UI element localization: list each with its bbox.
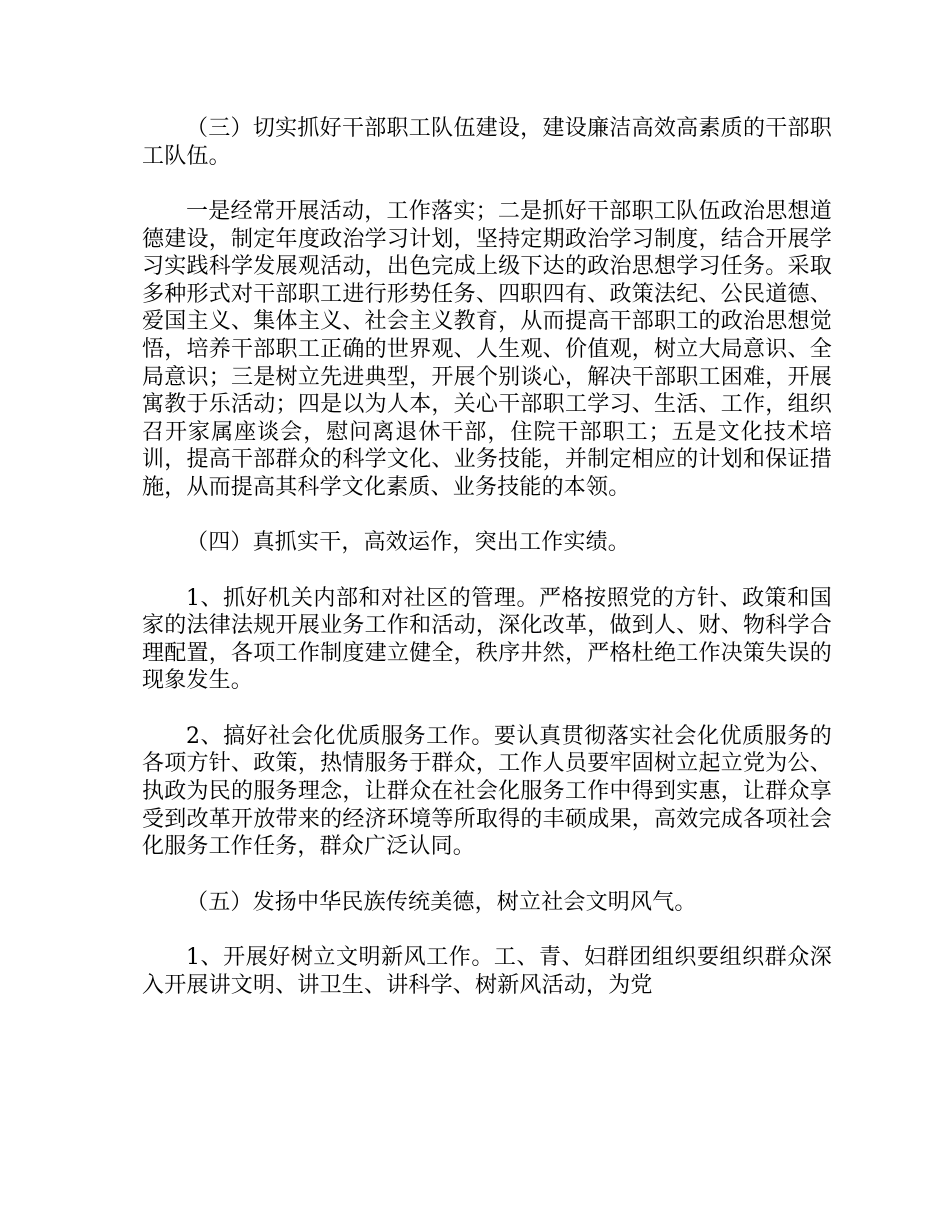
paragraph-management: 1、抓好机关内部和对社区的管理。严格按照党的方针、政策和国家的法律法规开展业务工作和活动，深化改革，做到人、财、物科学合理配置，各项工作制度建立健全，秩序井然，严格杜绝工作决策失误的现象发生。 bbox=[142, 585, 832, 694]
paragraph-social-service: 2、搞好社会化优质服务工作。要认真贯彻落实社会化优质服务的各项方针、政策，热情服务于群众，工作人员要牢固树立起立党为公、执政为民的服务理念，让群众在社会化服务工作中得到实惠，让群众享受到改革开放带来的经济环境等所取得的丰硕成果，高效完成各项社会化服务工作任务，群众广泛认同。 bbox=[142, 723, 832, 860]
section-heading-5: （五）发扬中华民族传统美德，树立社会文明风气。 bbox=[186, 889, 697, 915]
document-body bbox=[142, 115, 832, 1027]
section-heading-3: （三）切实抓好干部职工队伍建设，建设廉洁高效高素质的干部职工队伍。 bbox=[142, 116, 832, 169]
section-heading-4: （四）真抓实干，高效运作，突出工作实绩。 bbox=[186, 530, 631, 556]
paragraph-team-building: 一是经常开展活动，工作落实；二是抓好干部职工队伍政治思想道德建设，制定年度政治学习计划，坚持定期政治学习制度，结合开展学习实践科学发展观活动，出色完成上级下达的政治思想学习任务。采取多种形式对干部职工进行形势任务、四职四有、政策法纪、公民道德、爱国主义、集体主义、社会主义教育，从而提高干部职工的政治思想觉悟，培养干部职工正确的世界观、人生观、价值观，树立大局意识、全局意识；三是树立先进典型，开展个别谈心，解决干部职工困难，开展寓教于乐活动；四是以为人本，关心干部职工学习、生活、工作，组织召开家属座谈会，慰问离退休干部，住院干部职工；五是文化技术培训，提高干部群众的科学文化、业务技能，并制定相应的计划和保证措施，从而提高其科学文化素质、业务技能的本领。 bbox=[142, 198, 832, 500]
paragraph-civilization: 1、开展好树立文明新风工作。工、青、妇群团组织要组织群众深入开展讲文明、讲卫生、讲科学、树新风活动，为党 bbox=[142, 945, 832, 998]
